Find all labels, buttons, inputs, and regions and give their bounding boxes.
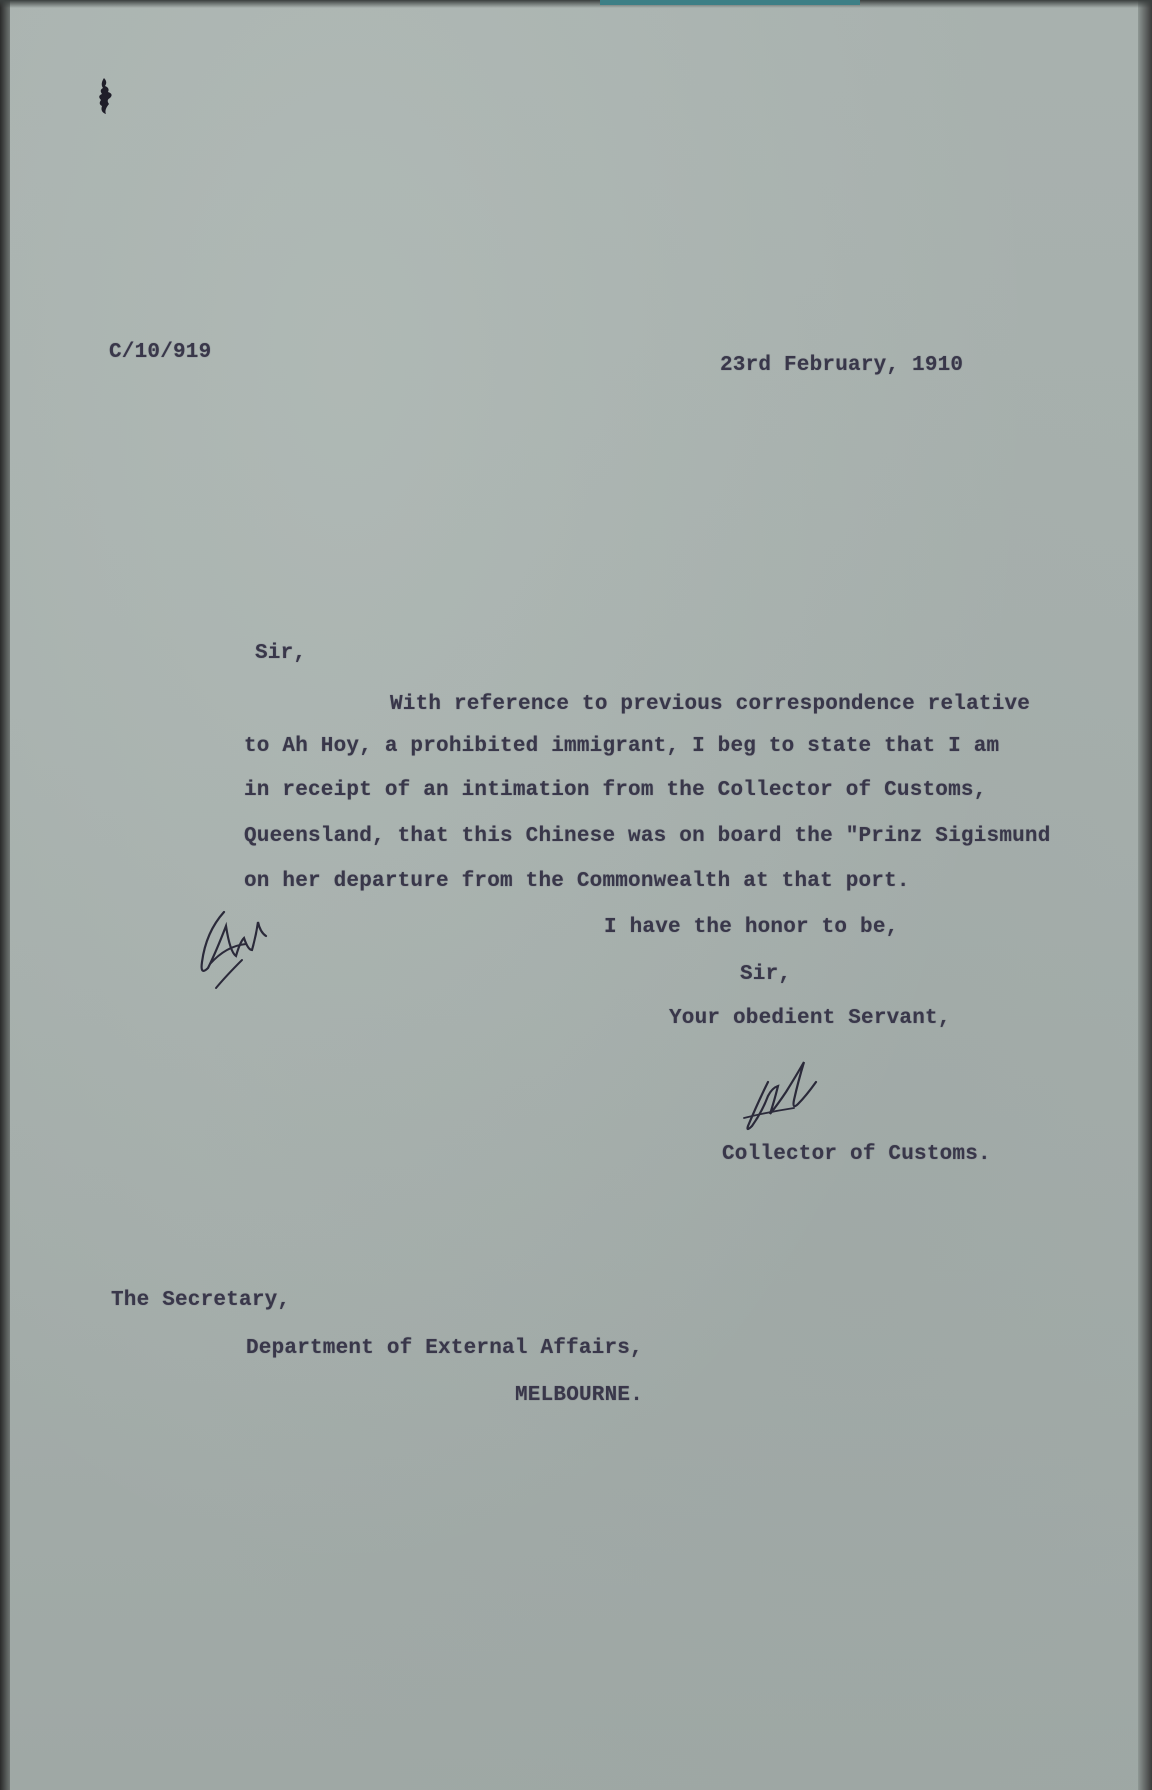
folder-tab-strip bbox=[600, 0, 860, 5]
body-line: in receipt of an intimation from the Collector of Customs, bbox=[244, 779, 987, 802]
signatory-title: Collector of Customs. bbox=[722, 1143, 991, 1166]
handwritten-initials-icon bbox=[196, 892, 286, 992]
scan-left-border bbox=[0, 0, 10, 1790]
addressee-line: The Secretary, bbox=[111, 1289, 291, 1312]
addressee-line: Department of External Affairs, bbox=[246, 1337, 643, 1360]
body-line: Queensland, that this Chinese was on board the "Prinz Sigismund bbox=[244, 825, 1051, 848]
scan-right-border bbox=[1138, 0, 1152, 1790]
closing-line: I have the honor to be, bbox=[604, 916, 899, 939]
closing-line: Your obedient Servant, bbox=[669, 1007, 951, 1030]
handwritten-signature-icon bbox=[738, 1052, 838, 1136]
body-line: on her departure from the Commonwealth at that port. bbox=[244, 870, 910, 893]
closing-line: Sir, bbox=[740, 963, 792, 986]
salutation: Sir, bbox=[255, 642, 307, 665]
ink-blot-mark-icon bbox=[96, 76, 118, 116]
letter-date: 23rd February, 1910 bbox=[720, 354, 964, 377]
body-line: to Ah Hoy, a prohibited immigrant, I beg to state that I am bbox=[244, 735, 1000, 758]
addressee-line: MELBOURNE. bbox=[515, 1384, 644, 1407]
file-reference: C/10/919 bbox=[109, 341, 212, 364]
body-line: With reference to previous correspondence relative bbox=[390, 693, 1031, 716]
scan-top-border bbox=[0, 0, 1152, 8]
